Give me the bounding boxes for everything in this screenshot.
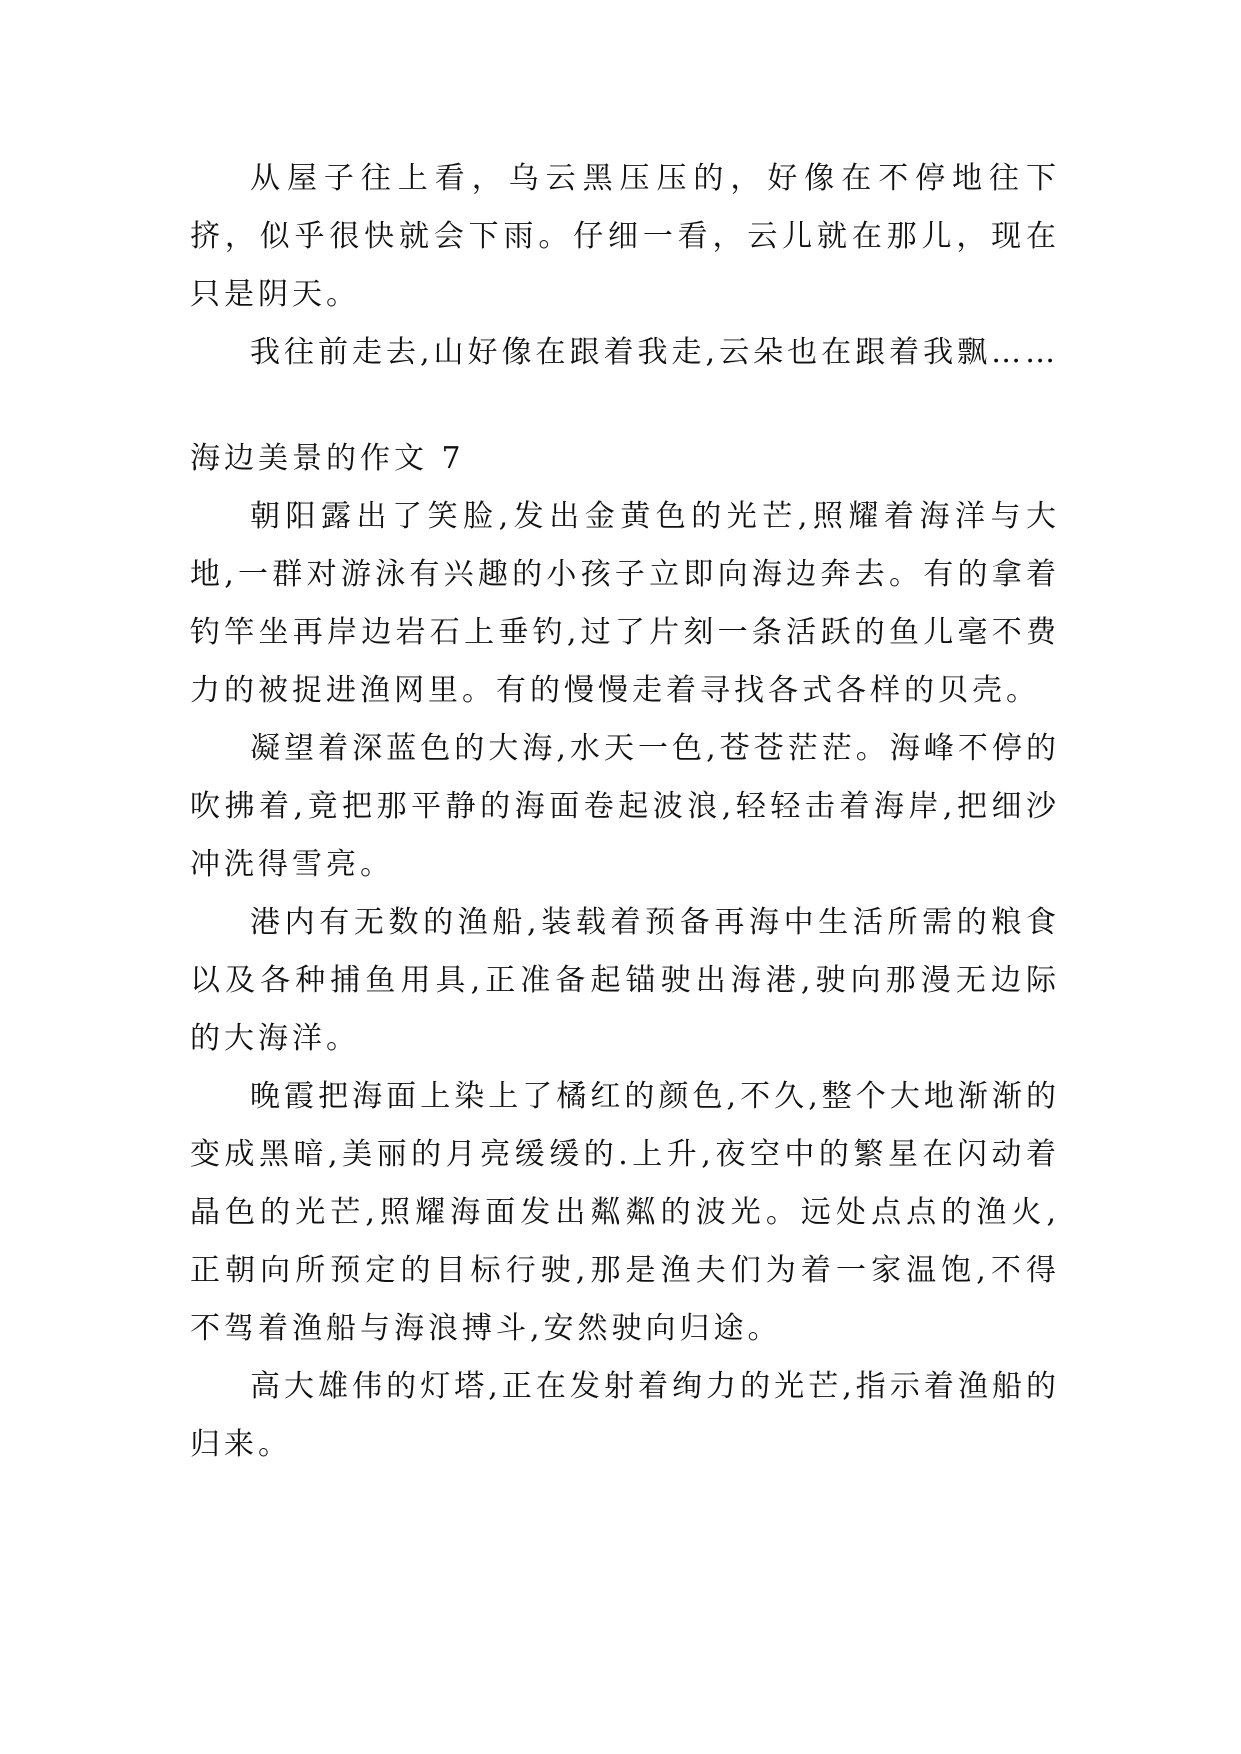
paragraph: 晚霞把海面上染上了橘红的颜色,不久,整个大地渐渐的变成黑暗,美丽的月亮缓缓的.上升,夜空中的繁星在闪动着晶色的光芒,照耀海面发出粼粼的波光。远处点点的渔火,正朝向所预定的目标行驶,那是渔夫们为着一家温饱,不得不驾着渔船与海浪搏斗,安然驶向归途。 (190, 1079, 1060, 1346)
paragraph: 高大雄伟的灯塔,正在发射着绚力的光芒,指示着渔船的归来。 (190, 1369, 1060, 1462)
paragraph: 港内有无数的渔船,装载着预备再海中生活所需的粮食以及各种捕鱼用具,正准备起锚驶出海港,驶向那漫无边际的大海洋。 (190, 905, 1060, 1056)
paragraph: 凝望着深蓝色的大海,水天一色,苍苍茫茫。海峰不停的吹拂着,竟把那平静的海面卷起波浪,轻轻击着海岸,把细沙冲洗得雪亮。 (190, 731, 1060, 882)
section-gap (190, 382, 1060, 430)
paragraph: 我往前走去,山好像在跟着我走,云朵也在跟着我飘…… (250, 335, 1060, 370)
section-heading: 海边美景的作文 7 (190, 441, 465, 476)
paragraph: 朝阳露出了笑脸,发出金黄色的光芒,照耀着海洋与大地,一群对游泳有兴趣的小孩子立即向海边奔去。有的拿着钓竿坐再岸边岩石上垂钓,过了片刻一条活跃的鱼儿毫不费力的被捉进渔网里。有的慢慢走着寻找各式各样的贝壳。 (190, 499, 1060, 708)
paragraph: 从屋子往上看，乌云黑压压的，好像在不停地往下挤，似乎很快就会下雨。仔细一看，云儿就在那儿，现在只是阴天。 (190, 161, 1060, 312)
document-page (190, 150, 1060, 1474)
